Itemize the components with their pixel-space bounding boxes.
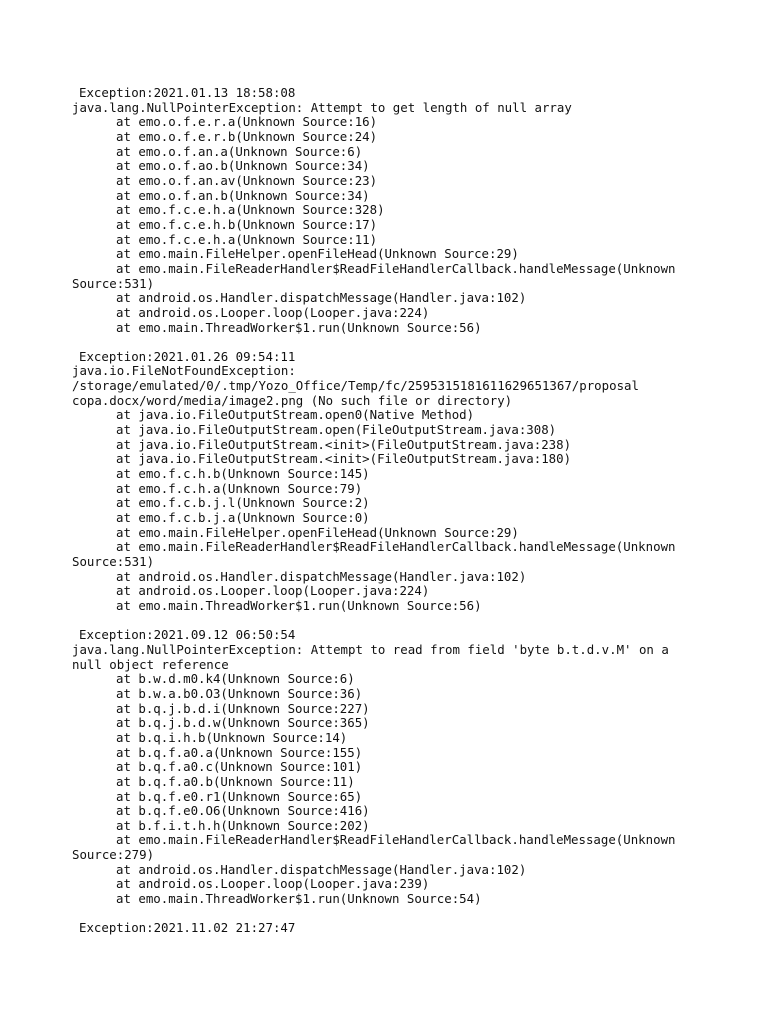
exception-timestamp: Exception:2021.01.13 18:58:08 <box>79 85 296 100</box>
stack-frame: at b.q.f.a0.c(Unknown Source:101) <box>116 759 363 775</box>
stack-frame: at emo.f.c.e.h.a(Unknown Source:328) <box>116 202 385 218</box>
stack-frame: at emo.f.c.e.h.a(Unknown Source:11) <box>116 231 378 247</box>
stack-frame: at emo.o.f.ao.b(Unknown Source:34) <box>116 158 370 174</box>
stack-frame: at emo.f.c.h.a(Unknown Source:79) <box>116 480 363 496</box>
stack-frame: at b.q.f.a0.a(Unknown Source:155) <box>116 744 363 760</box>
stack-frame: at emo.o.f.e.r.b(Unknown Source:24) <box>116 128 378 144</box>
stack-frame: at b.q.f.e0.r1(Unknown Source:65) <box>116 788 363 804</box>
stack-frame: at android.os.Handler.dispatchMessage(Handler.java:102) <box>116 861 527 877</box>
stack-frame: at emo.main.ThreadWorker$1.run(Unknown Source:54) <box>116 891 482 907</box>
stack-frame: at emo.main.FileHelper.openFileHead(Unknown Source:29) <box>116 524 519 540</box>
exception-timestamp: Exception:2021.09.12 06:50:54 <box>79 627 296 643</box>
stack-frame: at emo.f.c.h.b(Unknown Source:145) <box>116 466 370 482</box>
stack-frame: at emo.f.c.b.j.a(Unknown Source:0) <box>116 510 370 526</box>
stack-frame: at emo.o.f.e.r.a(Unknown Source:16) <box>116 114 378 130</box>
stack-frame: at b.q.f.a0.b(Unknown Source:11) <box>116 773 355 789</box>
stack-frame: at java.io.FileOutputStream.open(FileOutputStream.java:308) <box>116 422 557 438</box>
stack-frame: at java.io.FileOutputStream.<init>(FileOutputStream.java:180) <box>116 451 572 467</box>
exception-entry <box>72 86 732 335</box>
stack-frame: at b.q.f.e0.O6(Unknown Source:416) <box>116 803 370 819</box>
exception-entry <box>72 921 732 936</box>
stack-frame: at emo.o.f.an.a(Unknown Source:6) <box>116 143 363 159</box>
exception-message: /storage/emulated/0/.tmp/Yozo_Office/Temp/fc/2595315181611629651367/proposal <box>72 378 639 394</box>
stack-frame: at emo.main.ThreadWorker$1.run(Unknown Source:56) <box>116 597 482 613</box>
stack-frame: at android.os.Looper.loop(Looper.java:239) <box>116 876 430 892</box>
exception-log <box>72 86 732 951</box>
stack-frame: at b.q.j.b.d.i(Unknown Source:227) <box>116 700 370 716</box>
stack-frame: at b.q.i.h.b(Unknown Source:14) <box>116 729 348 745</box>
exception-entry <box>72 350 732 614</box>
stack-frame: at emo.o.f.an.av(Unknown Source:23) <box>116 172 378 188</box>
exception-timestamp: Exception:2021.01.26 09:54:11 <box>79 348 296 364</box>
stack-frame: at emo.main.FileHelper.openFileHead(Unknown Source:29) <box>116 246 519 262</box>
stack-frame: at b.w.a.b0.O3(Unknown Source:36) <box>116 685 363 701</box>
stack-frame: at b.q.j.b.d.w(Unknown Source:365) <box>116 715 370 731</box>
stack-frame: at java.io.FileOutputStream.open0(Native Method) <box>116 407 475 423</box>
stack-frame: at emo.main.FileReaderHandler$ReadFileHandlerCallback.handleMessage(Unknown <box>116 260 676 276</box>
stack-frame: at emo.main.FileReaderHandler$ReadFileHandlerCallback.handleMessage(Unknown <box>116 832 676 848</box>
stack-frame-continuation: Source:531) <box>72 554 155 569</box>
stack-frame: at emo.f.c.b.j.l(Unknown Source:2) <box>116 495 370 511</box>
stack-frame: at b.w.d.m0.k4(Unknown Source:6) <box>116 671 355 687</box>
stack-frame: at emo.f.c.e.h.b(Unknown Source:17) <box>116 216 378 232</box>
stack-frame: at emo.o.f.an.b(Unknown Source:34) <box>116 187 370 203</box>
stack-frame-continuation: Source:279) <box>72 847 155 863</box>
stack-frame: at android.os.Handler.dispatchMessage(Handler.java:102) <box>116 290 527 306</box>
stack-frame: at java.io.FileOutputStream.<init>(FileOutputStream.java:238) <box>116 436 572 452</box>
exception-message: java.io.FileNotFoundException: <box>72 363 296 379</box>
exception-message: java.lang.NullPointerException: Attempt to get length of null array <box>72 99 572 115</box>
stack-frame-continuation: Source:531) <box>72 275 155 291</box>
exception-timestamp: Exception:2021.11.02 21:27:47 <box>79 920 296 936</box>
exception-message: copa.docx/word/media/image2.png (No such file or directory) <box>72 392 513 408</box>
exception-entry <box>72 628 732 906</box>
stack-frame: at android.os.Handler.dispatchMessage(Handler.java:102) <box>116 568 527 584</box>
stack-frame: at emo.main.FileReaderHandler$ReadFileHandlerCallback.handleMessage(Unknown <box>116 539 676 555</box>
stack-frame: at android.os.Looper.loop(Looper.java:224) <box>116 583 430 599</box>
exception-message: java.lang.NullPointerException: Attempt to read from field 'byte b.t.d.v.M' on a <box>72 641 669 657</box>
stack-frame: at android.os.Looper.loop(Looper.java:224) <box>116 304 430 320</box>
stack-frame: at emo.main.ThreadWorker$1.run(Unknown Source:56) <box>116 319 482 335</box>
stack-frame: at b.f.i.t.h.h(Unknown Source:202) <box>116 817 370 833</box>
exception-message: null object reference <box>72 656 229 672</box>
